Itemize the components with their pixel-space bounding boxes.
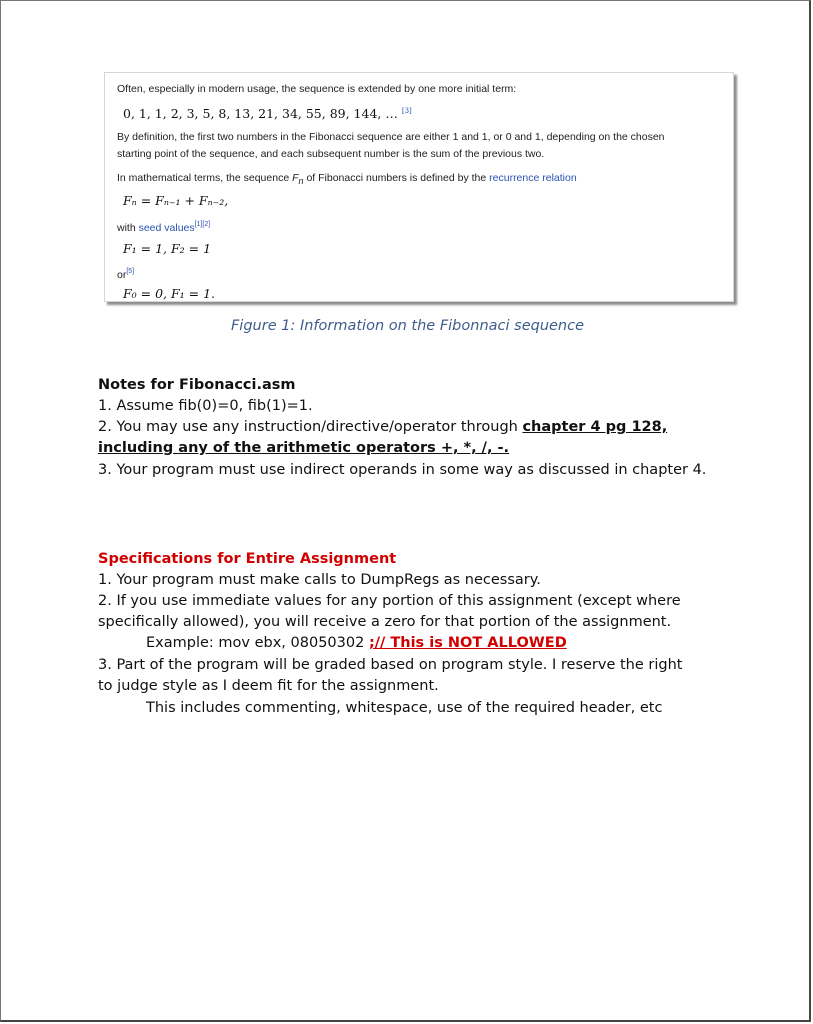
math-terms-prefix: In mathematical terms, the sequence: [117, 172, 293, 184]
sequence-values: 0, 1, 1, 2, 3, 5, 8, 13, 21, 34, 55, 89, 144, …: [123, 106, 398, 121]
math-terms-line: [117, 170, 577, 189]
notes-item-2-prefix: 2. You may use any instruction/directive/operator through: [98, 419, 523, 435]
math-terms-F: F: [292, 172, 299, 184]
specs-example-warning: ;// This is NOT ALLOWED: [368, 635, 567, 651]
seed-prefix: with: [117, 222, 139, 234]
seed-formula-2: F₀ = 0, F₁ = 1.: [123, 286, 216, 301]
specs-example: [98, 633, 567, 654]
seed-values-link[interactable]: seed values: [138, 222, 195, 234]
figure-caption: Figure 1: Information on the Fibonnaci sequence: [230, 318, 585, 334]
figure-intro-text: Often, especially in modern usage, the sequence is extended by one more initial term:: [117, 83, 517, 95]
seed-formula-1: F₁ = 1, F₂ = 1: [123, 241, 212, 256]
notes-item-1: 1. Assume fib(0)=0, fib(1)=1.: [98, 398, 313, 414]
seed-values-line: [117, 217, 210, 236]
specs-item-3-line-3: This includes commenting, whitespace, use of the required header, etc: [146, 700, 663, 716]
fibonacci-figure: [104, 72, 734, 302]
recurrence-formula: Fₙ = Fₙ₋₁ + Fₙ₋₂,: [123, 193, 229, 208]
specs-heading: Specifications for Entire Assignment: [98, 551, 397, 567]
notes-item-2-operators: including any of the arithmetic operators +, *, /, -.: [98, 440, 510, 456]
definition-line-1: By definition, the first two numbers in the Fibonacci sequence are either 1 and 1, or 0 and 1, depending on the chosen: [117, 131, 665, 143]
notes-item-2-chapter: chapter 4 pg 128,: [522, 419, 668, 435]
math-terms-n: n: [298, 176, 304, 186]
definition-line-2: starting point of the sequence, and each subsequent number is the sum of the previous two.: [117, 148, 545, 160]
specs-item-3-line-1: 3. Part of the program will be graded based on program style. I reserve the right: [98, 657, 683, 673]
notes-heading: Notes for Fibonacci.asm: [98, 377, 296, 393]
recurrence-relation-link[interactable]: recurrence relation: [489, 172, 577, 184]
math-terms-mid: of Fibonacci numbers is defined by the: [303, 172, 490, 184]
or-line: [117, 264, 134, 283]
sequence-citation[interactable]: [3]: [401, 107, 412, 115]
or-text: or: [117, 269, 127, 281]
specs-item-1: 1. Your program must make calls to DumpRegs as necessary.: [98, 572, 541, 588]
specs-item-3-line-2: to judge style as I deem fit for the assignment.: [98, 678, 439, 694]
notes-item-2: [98, 417, 667, 438]
notes-item-3: 3. Your program must use indirect operands in some way as discussed in chapter 4.: [98, 462, 707, 478]
seed-citations[interactable]: [1][2]: [194, 221, 211, 228]
specs-item-2-line-1: 2. If you use immediate values for any portion of this assignment (except where: [98, 593, 681, 609]
specs-example-code: Example: mov ebx, 08050302: [146, 635, 369, 651]
specs-item-2-line-2: specifically allowed), you will receive a zero for that portion of the assignment.: [98, 614, 672, 630]
fibonacci-sequence: [123, 103, 412, 122]
or-citation[interactable]: [5]: [126, 268, 135, 275]
